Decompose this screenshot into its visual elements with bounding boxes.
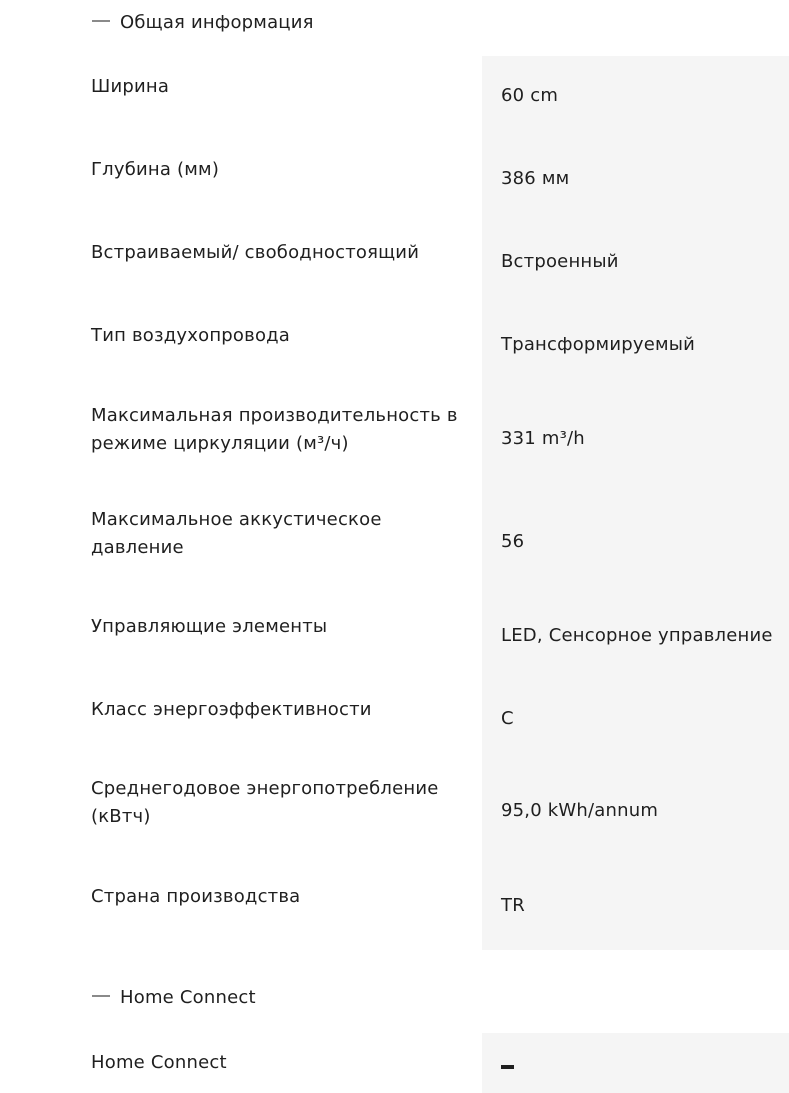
spec-table-general: [0, 56, 789, 950]
spec-label: Ширина: [91, 76, 170, 97]
collapse-dash-icon: [92, 995, 110, 997]
spec-value: Трансформируемый: [482, 306, 789, 389]
spec-value: 56: [482, 493, 789, 597]
spec-value: LED, Сенсорное управление: [482, 597, 789, 680]
spec-row: [0, 389, 789, 493]
spec-value: 95,0 kWh/annum: [482, 763, 789, 867]
spec-value: 60 cm: [482, 56, 789, 140]
spec-table-home-connect: [0, 1033, 789, 1093]
spec-label: Встраиваемый/ свободностоящий: [91, 242, 420, 263]
spec-row: [0, 223, 789, 306]
section-title: Общая информация: [120, 11, 314, 33]
collapse-dash-icon: [92, 20, 110, 22]
spec-label: Управляющие элементы: [91, 616, 328, 637]
spec-row: [0, 493, 789, 597]
spec-row: [0, 680, 789, 763]
section-header-home-connect[interactable]: [92, 985, 256, 1009]
spec-label: Среднегодовое энергопотребление (кВтч): [91, 778, 439, 827]
spec-value: TR: [482, 867, 789, 950]
spec-value: C: [482, 680, 789, 763]
spec-row: [0, 1033, 789, 1093]
spec-value: Встроенный: [482, 223, 789, 306]
spec-row: [0, 140, 789, 223]
spec-label: Глубина (мм): [91, 159, 220, 180]
spec-row: [0, 597, 789, 680]
spec-label: Страна производства: [91, 886, 301, 907]
spec-row: [0, 306, 789, 389]
spec-label: Максимальное аккустическое давление: [91, 509, 382, 558]
spec-label: Home Connect: [91, 1052, 227, 1073]
spec-value: [482, 1033, 789, 1093]
spec-row: [0, 867, 789, 950]
section-header-general[interactable]: [92, 10, 314, 34]
spec-value: 331 m³/h: [482, 389, 789, 493]
spec-value: 386 мм: [482, 140, 789, 223]
section-title: Home Connect: [120, 986, 256, 1008]
spec-label: Класс энергоэффективности: [91, 699, 372, 720]
spec-row: [0, 763, 789, 867]
spec-label: Максимальная производительность в режиме циркуляции (м³/ч): [91, 405, 458, 454]
spec-row: [0, 56, 789, 140]
spec-label: Тип воздухопровода: [91, 325, 291, 346]
dash-icon: [501, 1065, 514, 1069]
